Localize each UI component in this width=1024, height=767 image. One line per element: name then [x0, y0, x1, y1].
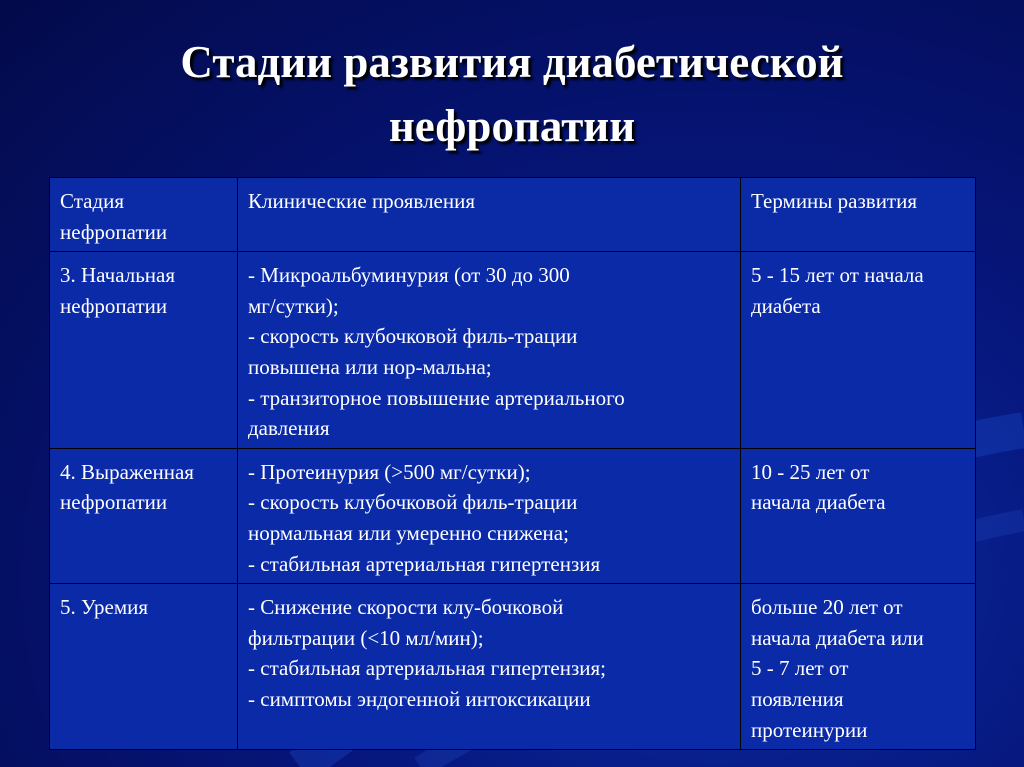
- clinical-line: - Снижение скорости клу-бочковой: [248, 595, 564, 620]
- clinical-line: - Микроальбуминурия (от 30 до 300: [248, 263, 570, 288]
- terms-cell: [741, 448, 976, 583]
- terms-cell: [741, 252, 976, 449]
- table-row: [50, 448, 976, 583]
- terms-cell: [741, 584, 976, 750]
- stage-line: нефропатии: [60, 490, 168, 515]
- clinical-line: - скорость клубочковой филь-трации: [248, 490, 578, 515]
- clinical-line: давления: [248, 416, 330, 441]
- header-stage-line: нефропатии: [60, 219, 168, 244]
- nephropathy-stages-table: [49, 177, 976, 750]
- header-cell-clinical: [238, 178, 741, 252]
- header-terms-line: Термины развития: [751, 189, 918, 213]
- clinical-line: - транзиторное повышение артериального: [248, 385, 625, 410]
- header-cell-terms: [741, 178, 976, 252]
- header-stage-line: Стадия: [60, 189, 125, 213]
- stage-line: 5. Уремия: [60, 595, 149, 620]
- slide-title-line-1: Стадии развития диабетической: [180, 37, 844, 87]
- header-cell-stage: [50, 178, 238, 252]
- clinical-line: нормальная или умеренно снижена;: [248, 520, 569, 545]
- clinical-cell: [238, 252, 741, 449]
- terms-line: 5 - 7 лет от: [751, 656, 849, 681]
- terms-line: появления: [751, 686, 844, 711]
- table-header-row: [50, 178, 976, 252]
- terms-line: больше 20 лет от: [751, 595, 903, 620]
- clinical-line: фильтрации (<10 мл/мин);: [248, 625, 484, 650]
- terms-line: диабета: [751, 293, 821, 318]
- table-row: [50, 584, 976, 750]
- stage-line: нефропатии: [60, 293, 168, 318]
- clinical-line: - стабильная артериальная гипертензия: [248, 551, 601, 576]
- terms-line: протеинурии: [751, 717, 868, 742]
- slide-title: [0, 30, 1024, 158]
- clinical-line: - стабильная артериальная гипертензия;: [248, 656, 606, 681]
- stage-cell: [50, 584, 238, 750]
- clinical-line: повышена или нор-мальна;: [248, 354, 492, 379]
- clinical-line: - Протеинурия (>500 мг/сутки);: [248, 459, 531, 484]
- clinical-cell: [238, 448, 741, 583]
- clinical-cell: [238, 584, 741, 750]
- clinical-line: - скорость клубочковой филь-трации: [248, 324, 578, 349]
- terms-line: начала диабета: [751, 490, 886, 515]
- stage-line: 4. Выраженная: [60, 459, 194, 484]
- clinical-line: мг/сутки);: [248, 293, 339, 318]
- clinical-line: - симптомы эндогенной интоксикации: [248, 686, 591, 711]
- stage-line: 3. Начальная: [60, 263, 175, 288]
- stage-cell: [50, 448, 238, 583]
- table-row: [50, 252, 976, 449]
- header-clinical-line: Клинические проявления: [248, 189, 476, 213]
- slide-title-line-2: нефропатии: [388, 101, 636, 151]
- terms-line: 5 - 15 лет от начала: [751, 263, 924, 288]
- stage-cell: [50, 252, 238, 449]
- terms-line: 10 - 25 лет от: [751, 459, 870, 484]
- terms-line: начала диабета или: [751, 625, 924, 650]
